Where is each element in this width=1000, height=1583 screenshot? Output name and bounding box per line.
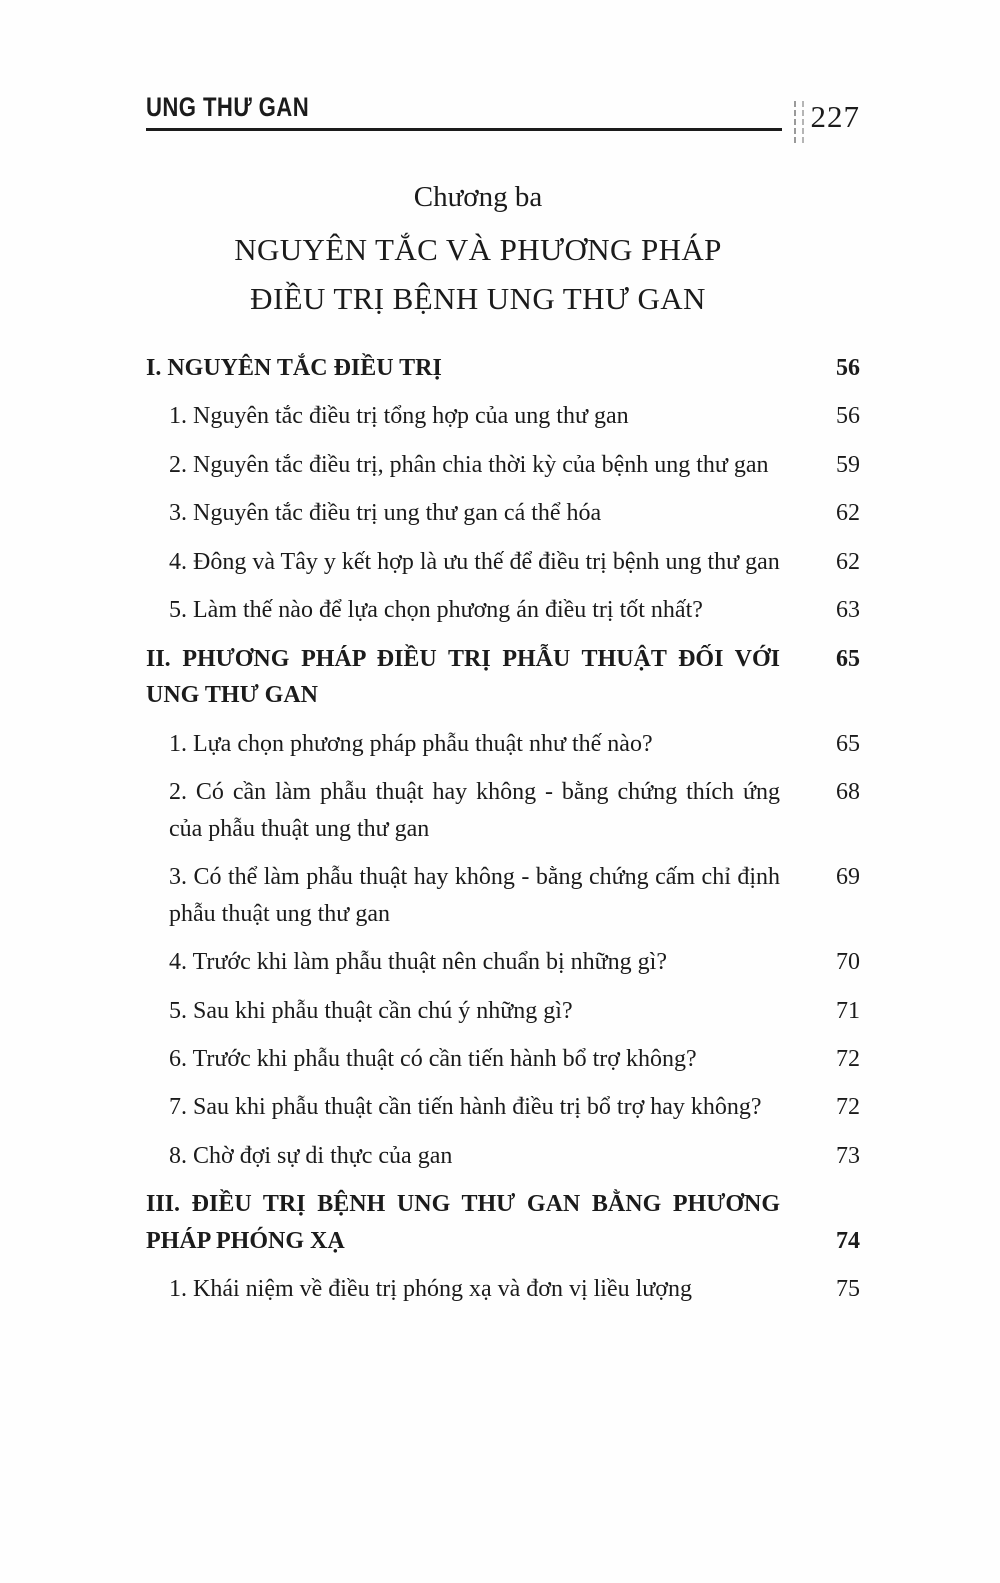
toc-item-row [146, 859, 860, 932]
toc-entry-page-number: 56 [836, 354, 860, 381]
chapter-title-line-1: NGUYÊN TẮC VÀ PHƯƠNG PHÁP [234, 232, 722, 267]
toc-item-row [146, 726, 860, 762]
chapter-kicker: Chương ba [413, 181, 543, 213]
toc-item-row [146, 495, 860, 531]
toc-entry-text: 5. Sau khi phẫu thuật cần chú ý những gì? [169, 997, 573, 1024]
toc-entry-text: 6. Trước khi phẫu thuật có cần tiến hành bổ trợ không? [169, 1045, 697, 1072]
page-number: 227 [810, 99, 860, 134]
toc-entry-page-number: 68 [836, 779, 860, 806]
toc-entry-page-number: 75 [836, 1276, 860, 1303]
toc-entry-page-number: 59 [836, 451, 860, 478]
toc-entry-text: 7. Sau khi phẫu thuật cần tiến hành điều trị bổ trợ hay không? [169, 1094, 762, 1121]
toc-entry-page-number: 65 [836, 645, 860, 672]
toc-entry-text: 1. Khái niệm về điều trị phóng xạ và đơn vị liều lượng [169, 1276, 692, 1303]
running-header-title: UNG THƯ GAN [146, 92, 310, 122]
toc-item-row [146, 1138, 860, 1174]
toc-entry-text: 4. Đông và Tây y kết hợp là ưu thế để điều trị bệnh ung thư gan [169, 548, 780, 575]
toc-entry-text: 5. Làm thế nào để lựa chọn phương án điều trị tốt nhất? [169, 597, 703, 624]
toc-entry-page-number: 73 [836, 1142, 860, 1169]
toc-entry-page-number: 71 [836, 997, 860, 1024]
toc-heading-row [146, 1186, 860, 1259]
toc-entry-text: 2. Có cần làm phẫu thuật hay không - bằng chứng thích ứng của phẫu thuật ung thư gan [169, 779, 780, 842]
chapter-title-line-2: ĐIỀU TRỊ BỆNH UNG THƯ GAN [250, 280, 706, 316]
toc-item-row [146, 592, 860, 628]
toc-entry-text: 3. Nguyên tắc điều trị ung thư gan cá thể hóa [169, 500, 602, 527]
toc-entry-text: II. PHƯƠNG PHÁP ĐIỀU TRỊ PHẪU THUẬT ĐỐI VỚI UNG THƯ GAN [146, 645, 780, 709]
toc-entry-text: 8. Chờ đợi sự di thực của gan [169, 1142, 453, 1169]
toc-entry-page-number: 74 [836, 1227, 860, 1254]
toc-item-row [146, 774, 860, 847]
toc-item-row [146, 544, 860, 580]
header-page-block [794, 99, 861, 143]
toc-item-row [146, 398, 860, 434]
toc-item-row [146, 1271, 860, 1307]
toc-entry-page-number: 72 [836, 1045, 860, 1072]
toc-entry-text: 1. Lựa chọn phương pháp phẫu thuật như thế nào? [169, 730, 653, 757]
toc-entry-page-number: 69 [836, 864, 860, 891]
toc-item-row [146, 1041, 860, 1077]
toc-entry-page-number: 65 [836, 730, 860, 757]
toc-entry-page-number: 72 [836, 1094, 860, 1121]
toc-entry-text: 1. Nguyên tắc điều trị tổng hợp của ung thư gan [169, 403, 629, 430]
toc-heading-row [146, 641, 860, 714]
toc-entry-text: III. ĐIỀU TRỊ BỆNH UNG THƯ GAN BẰNG PHƯƠNG PHÁP PHÓNG XẠ [146, 1191, 780, 1254]
toc-item-row [146, 447, 860, 483]
toc-item-row [146, 993, 860, 1029]
toc-list [146, 350, 860, 1308]
toc-entry-page-number: 62 [836, 500, 860, 527]
header-rule [146, 92, 782, 131]
toc-entry-page-number: 70 [836, 949, 860, 976]
toc-entry-page-number: 56 [836, 403, 860, 430]
toc-entry-text: 2. Nguyên tắc điều trị, phân chia thời kỳ của bệnh ung thư gan [169, 451, 769, 478]
running-header [146, 92, 860, 134]
dashed-mark-icon [794, 101, 804, 143]
chapter-title-block [146, 181, 860, 324]
toc-item-row [146, 944, 860, 980]
toc-heading-row [146, 350, 860, 386]
toc-entry-page-number: 62 [836, 548, 860, 575]
toc-entry-text: I. NGUYÊN TẮC ĐIỀU TRỊ [146, 354, 442, 381]
toc-entry-page-number: 63 [836, 597, 860, 624]
toc-entry-text: 4. Trước khi làm phẫu thuật nên chuẩn bị những gì? [169, 949, 667, 976]
toc-item-row [146, 1089, 860, 1125]
toc-entry-text: 3. Có thể làm phẫu thuật hay không - bằng chứng cấm chỉ định phẫu thuật ung thư gan [169, 864, 780, 927]
